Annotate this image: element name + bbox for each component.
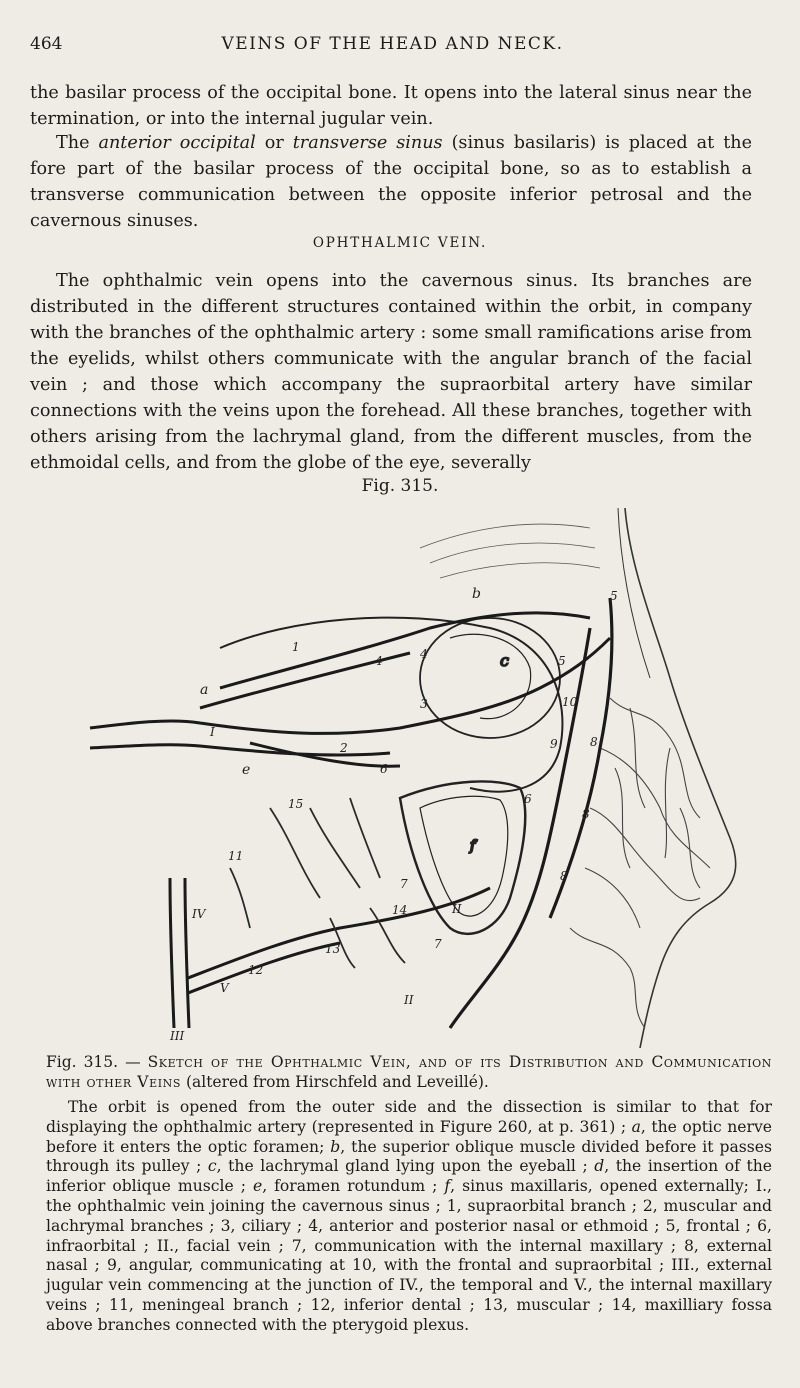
- legend-text-2: , the optic nerve before it enters the optic foramen;: [46, 1117, 772, 1156]
- p2-text-3: (sinus basilaris) is placed at the fore part of the basilar process of the occipital bone, so as to establish a transverse communication between the opposite inferior petrosal and the cavernous sinuses.: [30, 133, 753, 231]
- label-1-top: 1: [292, 640, 300, 654]
- legend-key-f: f: [444, 1177, 451, 1196]
- caption-fig-number: Fig. 315.: [46, 1053, 119, 1071]
- label-I: I: [210, 725, 215, 739]
- label-10: 10: [562, 695, 578, 709]
- label-8a: 8: [590, 735, 598, 749]
- ophthalmic-vein-trunks: [90, 613, 610, 766]
- paragraph-basilar: the basilar process of the occipital bone. It opens into the lateral sinus near the termination, or into the internal jugular vein.: [30, 83, 752, 129]
- label-8b: 8: [582, 807, 590, 821]
- legend-text-4: , the lachrymal gland lying upon the eyeball ;: [216, 1157, 595, 1176]
- label-4b: 4: [420, 647, 428, 661]
- label-e: e: [242, 762, 251, 778]
- label-4a: 4: [375, 654, 383, 668]
- figure-caption: [46, 1052, 772, 1092]
- orbit-outline: [220, 618, 562, 934]
- paragraph-transverse-sinus: [30, 130, 752, 234]
- label-14: 14: [392, 903, 408, 917]
- label-8c: 8: [560, 869, 568, 883]
- label-5a: 5: [558, 654, 566, 668]
- label-12: 12: [248, 963, 264, 977]
- label-f: f: [470, 838, 476, 854]
- legend-text-7: , sinus maxillaris, opened externally; I., the ophthalmic vein joining the cavernous sinus ; 1, supraorbital branch ; 2, muscular and lachrymal branches ; 3, ciliary ; 4, anterior and posterior nasal or ethmoid ; 5, frontal ; 6, infraorbital ; II., facial vein ; 7, communication with the internal maxillary ; 8, external nasal ; 9, angular, communicating at 10, with the frontal and supraorbital ; III., external jugular vein commencing at the junction of IV., the temporal and V., the internal maxillary veins ; 11, meningeal branch ; 12, inferior dental ; 13, muscular ; 14, maxilliary fossa above branches connected with the pterygoid plexus.: [46, 1177, 772, 1334]
- label-III: III: [170, 1029, 185, 1043]
- p2-text-1: The: [56, 133, 99, 153]
- label-11: 11: [228, 849, 244, 863]
- legend-key-b: b: [330, 1137, 341, 1156]
- caption-title-rest: (altered from Hirschfeld and Leveillé).: [181, 1073, 489, 1091]
- label-6b: 6: [524, 792, 532, 806]
- label-2: 2: [340, 741, 348, 755]
- page-header: [30, 34, 755, 62]
- label-5b: 5: [610, 589, 618, 603]
- label-b: b: [472, 586, 481, 602]
- section-heading: OPHTHALMIC VEIN.: [312, 235, 488, 251]
- label-II-b: II: [404, 993, 414, 1007]
- caption-dash: —: [118, 1053, 148, 1071]
- label-9: 9: [550, 737, 558, 751]
- label-13: 13: [325, 942, 341, 956]
- legend-text-5: , the insertion of the inferior oblique muscle ;: [46, 1157, 772, 1196]
- legend-text-3: , the superior oblique muscle divided before it passes through its pulley ;: [46, 1137, 772, 1176]
- figure-label: Fig. 315.: [361, 476, 439, 496]
- anatomical-illustration: [70, 508, 760, 1048]
- running-title: VEINS OF THE HEAD AND NECK.: [221, 34, 564, 54]
- label-a: a: [200, 682, 209, 698]
- legend-text-6: , foramen rotundum ;: [262, 1177, 445, 1196]
- figure-legend: [46, 1098, 772, 1336]
- legend-key-c: c: [207, 1157, 217, 1176]
- p2-text-2: or: [255, 133, 293, 153]
- label-IV: IV: [192, 907, 206, 921]
- label-6a: 6: [380, 762, 388, 776]
- term-anterior-occipital: anterior occipital: [98, 133, 256, 153]
- label-V: V: [220, 981, 229, 995]
- legend-key-d: d: [594, 1157, 605, 1176]
- face-profile: [618, 508, 736, 1048]
- legend-key-a: a: [631, 1117, 641, 1136]
- legend-text-1: The orbit is opened from the outer side and the dissection is similar to that for displaying the ophthalmic artery (represented in Figure 260, at p. 361) ;: [46, 1098, 772, 1136]
- pterygoid-branches: [230, 798, 408, 968]
- label-II-a: II: [452, 902, 462, 916]
- page-number: 464: [30, 34, 63, 54]
- label-15: 15: [288, 797, 304, 811]
- paragraph-ophthalmic-vein: The ophthalmic vein opens into the cavernous sinus. Its branches are distributed in the different structures contained within the orbit, in company with the branches of the ophthalmic artery : some small ramifications arise from the eyelids, whilst others communicate with the angular branch of the facial vein ; and those which accompany the supraorbital artery have similar connections with the veins upon the forehead. All these branches, together with others arising from the lachrymal gland, from the different muscles, from the ethmoidal cells, and from the globe of the eye, severally: [30, 271, 752, 473]
- legend-key-e: e: [252, 1177, 263, 1196]
- caption-title: Sketch of the Ophthalmic Vein, and of its Distribution and Communication with other Veins: [46, 1053, 772, 1091]
- bone-region: [420, 524, 600, 578]
- label-3: 3: [420, 697, 428, 711]
- label-7b: 7: [434, 937, 442, 951]
- label-c: c: [500, 651, 509, 670]
- label-7a: 7: [400, 877, 408, 891]
- term-transverse-sinus: transverse sinus: [292, 133, 443, 153]
